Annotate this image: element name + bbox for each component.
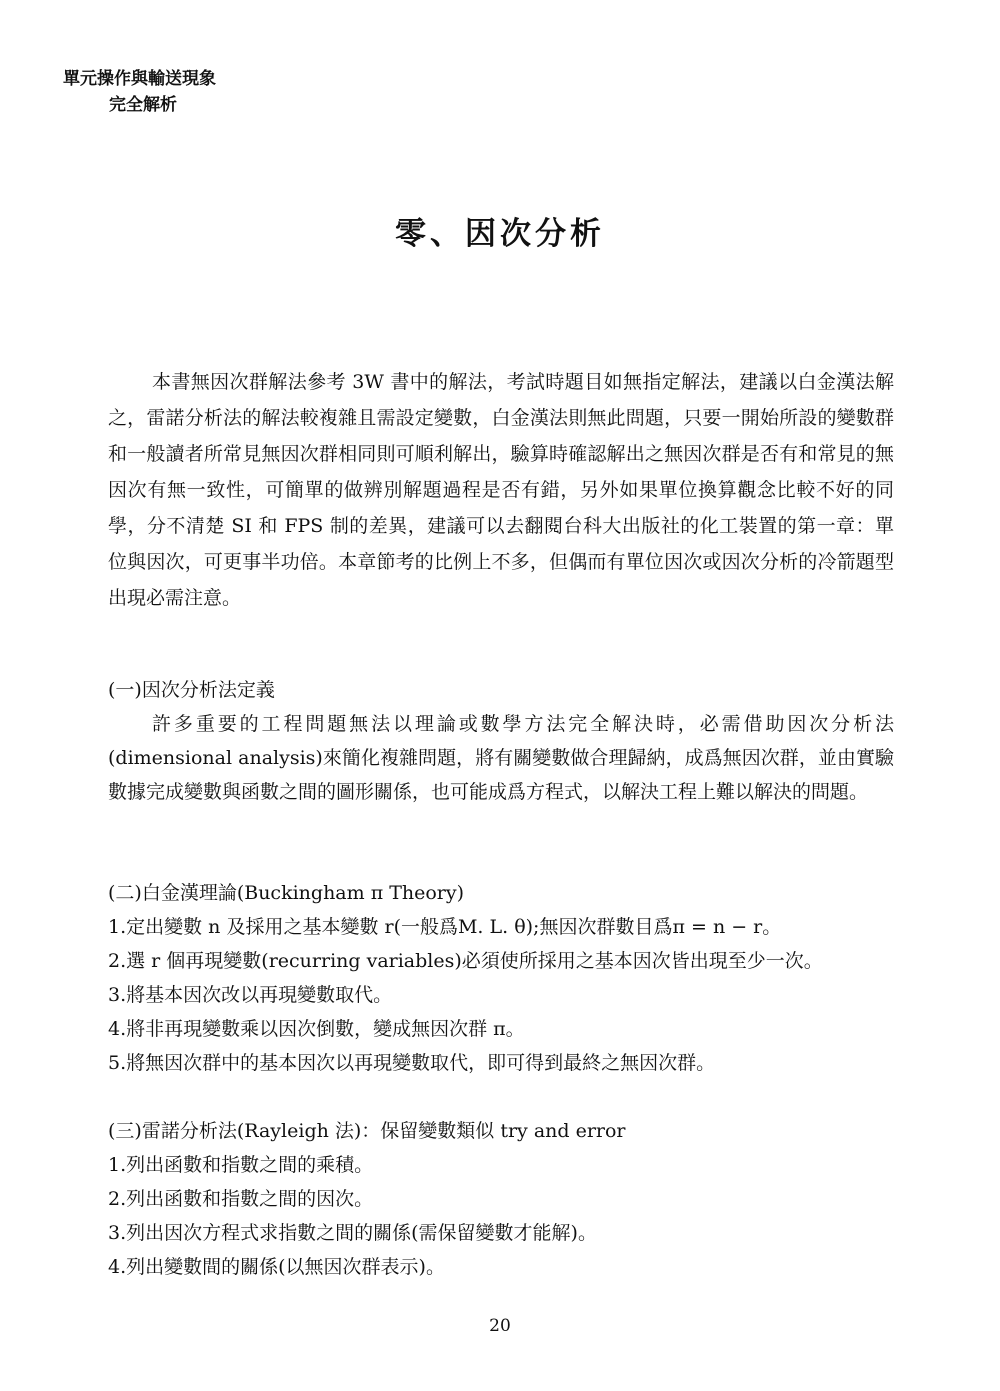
chapter-title: 零、因次分析 [395,216,605,252]
list-item: 1.定出變數 n 及採用之基本變數 r(一般爲M. L. θ);無因次群數目爲π = n − r。 [108,916,782,938]
list-item: 2.列出函數和指數之間的因次。 [108,1188,374,1210]
header-book-title: 單元操作與輸送現象 [63,69,216,89]
section-heading-definition: (一)因次分析法定義 [108,679,275,701]
running-header [63,66,216,118]
list-item: 3.列出因次方程式求指數之間的關係(需保留變數才能解)。 [108,1222,597,1244]
section-paragraph-definition: 許多重要的工程問題無法以理論或數學方法完全解決時，必需借助因次分析法(dimensional analysis)來簡化複雜問題，將有關變數做合理歸納，成爲無因次群，並由實驗數據完成變數與函數之間的圖形關係，也可能成爲方程式，以解決工程上難以解決的問題。 [108,713,894,803]
list-item: 5.將無因次群中的基本因次以再現變數取代，即可得到最終之無因次群。 [108,1052,716,1074]
section-heading-buckingham: (二)白金漢理論(Buckingham π Theory) [108,882,465,904]
list-item: 4.將非再現變數乘以因次倒數，變成無因次群 π。 [108,1018,525,1040]
section-buckingham [108,876,894,1080]
list-item: 1.列出函數和指數之間的乘積。 [108,1154,374,1176]
page-number: 20 [489,1316,511,1336]
section-rayleigh [108,1114,894,1284]
section-heading-rayleigh: (三)雷諾分析法(Rayleigh 法)：保留變數類似 try and error [108,1120,626,1142]
list-item: 2.選 r 個再現變數(recurring variables)必須使所採用之基本因次皆出現至少一次。 [108,950,823,972]
header-book-subtitle: 完全解析 [109,95,177,115]
list-item: 4.列出變數間的關係(以無因次群表示)。 [108,1256,445,1278]
section-definition [108,673,894,809]
list-item: 3.將基本因次改以再現變數取代。 [108,984,393,1006]
intro-paragraph: 本書無因次群解法參考 3W 書中的解法，考試時題目如無指定解法，建議以白金漢法解之，雷諾分析法的解法較複雜且需設定變數，白金漢法則無此問題，只要一開始所設的變數群和一般讀者所常見無因次群相同則可順利解出，驗算時確認解出之無因次群是否有和常見的無因次有無一致性，可簡單的做辨別解題過程是否有錯，另外如果單位換算觀念比較不好的同學，分不清楚 SI 和 FPS 制的差異，建議可以去翻閱台科大出版社的化工裝置的第一章：單位與因次，可更事半功倍。本章節考的比例上不多，但偶而有單位因次或因次分析的冷箭題型出現必需注意。 [108,371,894,609]
